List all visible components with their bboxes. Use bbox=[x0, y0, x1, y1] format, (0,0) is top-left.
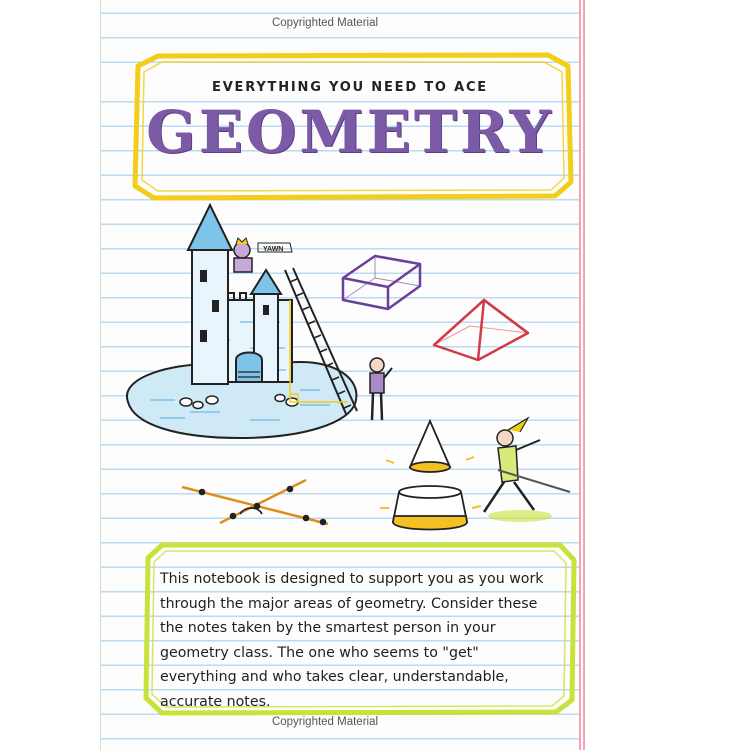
cover-title: GEOMETRY bbox=[146, 98, 554, 166]
knight-figure bbox=[370, 358, 392, 420]
castle-illustration bbox=[127, 205, 356, 438]
copyright-bottom: Copyrighted Material bbox=[271, 716, 379, 728]
cover-blurb: This notebook is designed to support you as you work through the major areas of geometry. Consider these the notes taken by the smartest person in your geometry class. The one who seems to "get" everything and who takes clear, understandable, accurate notes. bbox=[160, 571, 544, 710]
speech-bubble-text: YAWN bbox=[263, 246, 284, 253]
angle-points bbox=[199, 486, 327, 526]
speech-bubble bbox=[258, 243, 292, 253]
square-pyramid bbox=[434, 300, 528, 360]
cover-subtitle: EVERYTHING YOU NEED TO ACE bbox=[212, 80, 488, 95]
running-girl bbox=[484, 418, 570, 522]
rectangular-prism bbox=[343, 256, 420, 309]
frustum bbox=[393, 486, 467, 530]
cone bbox=[410, 421, 450, 472]
copyright-top: Copyrighted Material bbox=[271, 17, 379, 29]
angle-arc bbox=[240, 508, 262, 514]
